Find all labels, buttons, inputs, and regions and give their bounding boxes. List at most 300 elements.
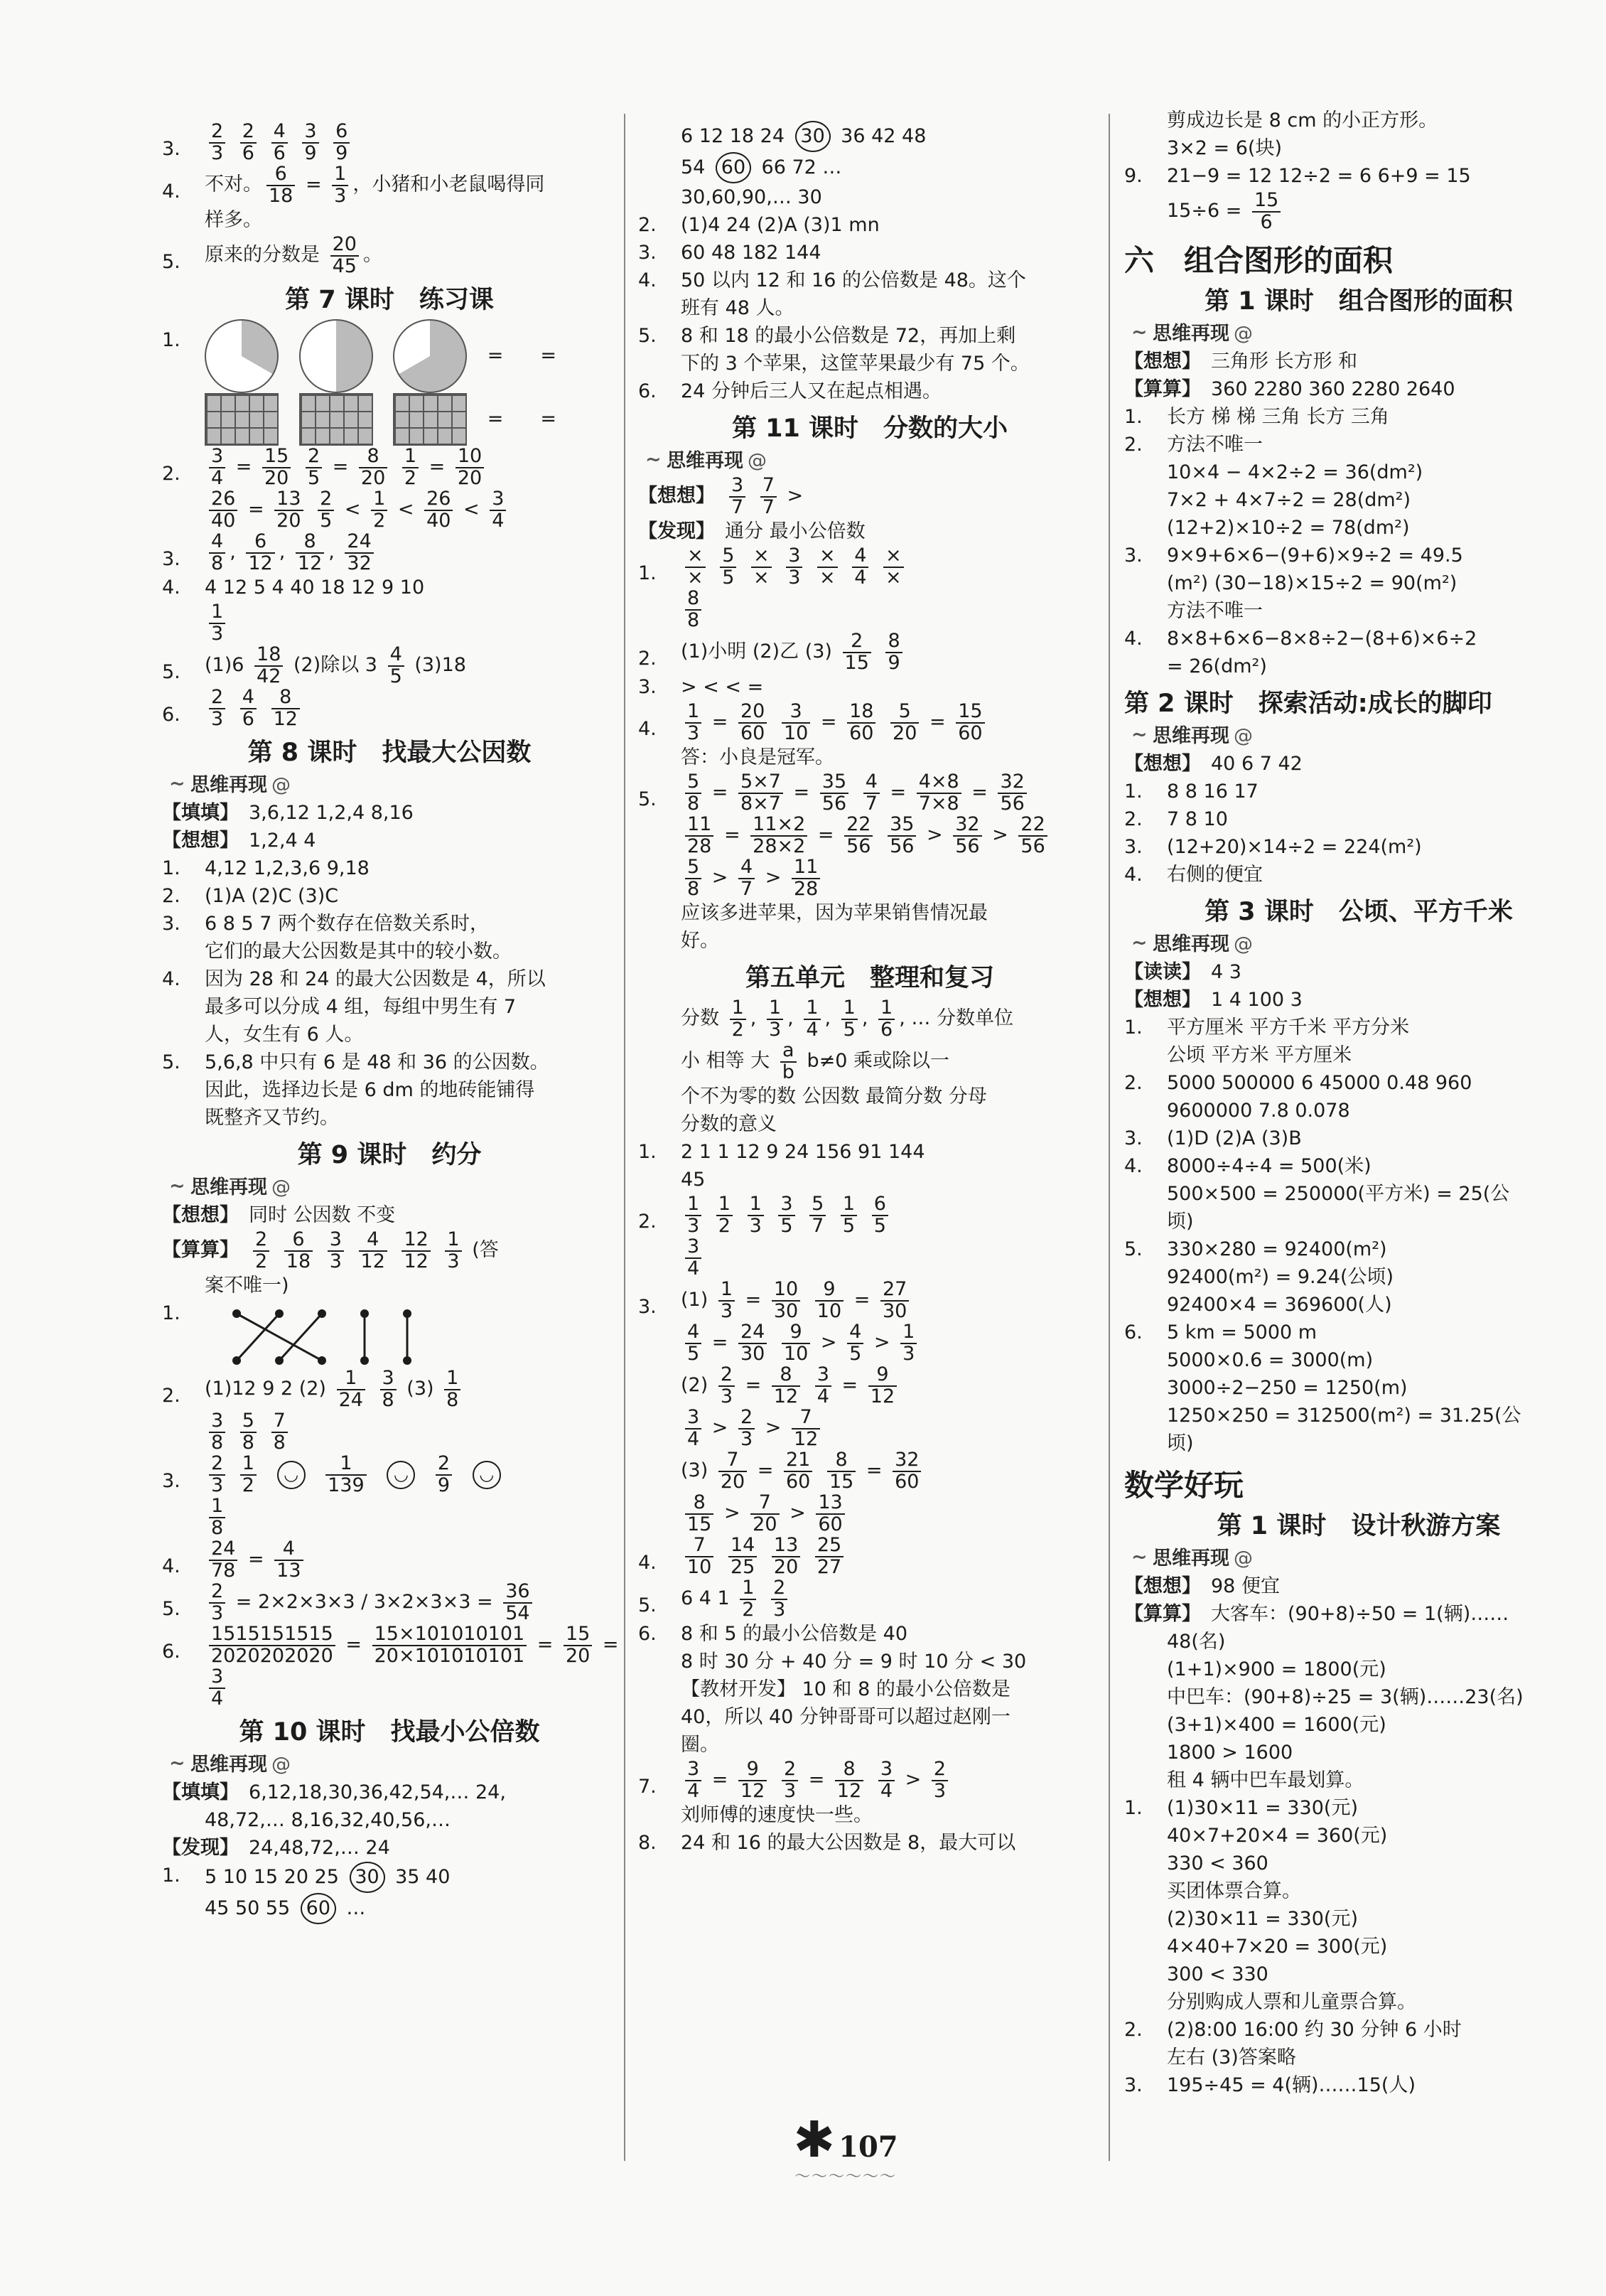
fraction: $\frac{3}{4}$ (209, 1667, 225, 1709)
answer-text: > < < = (681, 676, 764, 698)
answer-text: 三角形 长方形 和 (1211, 350, 1358, 372)
question-number: 6. (162, 1641, 180, 1663)
answer-text: $\frac{2}{3}$ = 2×2×3×3 / 3×2×3×3 = $\frac{36}{54}$ (205, 1591, 537, 1613)
answer-text: 左右 (3)答案略 (1167, 2046, 1296, 2069)
answer-text: 6 12 18 24 30 36 42 48 (681, 125, 926, 147)
answer-text: (3+1)×400 = 1600(元) (1167, 1714, 1386, 1736)
think-header: ~ 思维再现 @ (1124, 931, 1593, 958)
answer-text: 平方厘米 平方千米 平方分米 (1167, 1016, 1410, 1039)
block-lines (638, 997, 1101, 1857)
answer-text: 4 3 (1211, 961, 1241, 983)
unit-title: 第五单元 整理和复习 (745, 964, 994, 992)
lesson-title: 第 1 课时 组合图形的面积 (1204, 287, 1513, 316)
answer-line (638, 1648, 1101, 1675)
answer-line (1124, 1374, 1593, 1402)
answer-tag: 【想想】 (638, 485, 715, 507)
fraction: $\frac{15}{20}$ (564, 1624, 592, 1666)
answer-text: $\frac{26}{40}$ = $\frac{13}{20}$ $\frac{2}{5}$ < $\frac{1}{2}$ < $\frac{26}{40}$ < $\frac{3}{4}$ (205, 498, 510, 520)
answer-line (1124, 750, 1593, 778)
answer-line (638, 1577, 1101, 1620)
answer-text: 刘师傅的速度快一些。 (681, 1804, 873, 1826)
answer-text: (2) $\frac{2}{3}$ = $\frac{8}{12}$ $\frac{3}{4}$ = $\frac{9}{12}$ (681, 1374, 901, 1396)
answer-line (162, 1581, 617, 1624)
answer-text: 8×8+6×6−8×8÷2−(8+6)×6÷2 (1167, 628, 1477, 650)
block-lines (638, 475, 1101, 955)
fraction: $\frac{10}{20}$ (456, 446, 484, 488)
answer-line (1124, 1628, 1593, 1656)
fraction: $\frac{\times}{\times}$ (751, 546, 772, 588)
figure-row: = = (162, 393, 617, 446)
answer-line (162, 1076, 617, 1104)
answer-text: 分别购成人票和儿童票合算。 (1167, 1991, 1416, 2013)
figure-row: 1. = = (162, 319, 617, 393)
answer-line (638, 267, 1101, 294)
fraction: $\frac{27}{30}$ (880, 1280, 909, 1321)
fraction: $\frac{1}{5}$ (841, 1194, 857, 1236)
answer-line (1124, 403, 1593, 431)
fraction: $\frac{26}{40}$ (424, 489, 453, 531)
fraction: $\frac{35}{56}$ (888, 815, 916, 857)
answer-text: $\frac{3}{4}$ > $\frac{2}{3}$ > $\frac{7}{12}$ (681, 1417, 824, 1439)
answer-tag: 【想想】 (1124, 753, 1201, 775)
pie-figure (205, 319, 279, 393)
question-number: 4. (162, 968, 180, 990)
fraction: $\frac{4}{6}$ (271, 122, 288, 163)
lesson-title: 第 1 课时 设计秋游方案 (1217, 1512, 1501, 1540)
chapter-title: 六 组合图形的面积 (1124, 243, 1394, 278)
answer-text: 98 便宜 (1211, 1575, 1280, 1597)
fraction: $\frac{3}{10}$ (782, 702, 810, 744)
answer-column-3 (1124, 107, 1593, 2282)
question-number: 3. (162, 1470, 180, 1492)
question-number: 6. (1124, 1321, 1143, 1343)
answer-text: 分数 $\frac{1}{2}$ , $\frac{1}{3}$ , $\frac{1}{4}$ , $\frac{1}{5}$ , $\frac{1}{6}$ , … 分数单位 (681, 997, 1013, 1041)
fraction: $\frac{15\times 101010101}{20\times 101010101}$ (372, 1624, 527, 1666)
answer-line (638, 814, 1101, 857)
question-number: 3. (638, 242, 657, 264)
answer-line (1124, 1933, 1593, 1960)
answer-text: 中巴车：(90+8)÷25 = 3(辆)……23(名) (1167, 1686, 1524, 1708)
fraction: $\frac{1}{2}$ (240, 1454, 257, 1496)
answer-text: 8 和 18 的最小公倍数是 72，再加上剩 (681, 325, 1016, 347)
grid-figure (205, 393, 279, 446)
answer-line (1124, 597, 1593, 625)
question-number: 3. (162, 913, 180, 935)
answer-line (638, 1829, 1101, 1857)
fraction: $\frac{2}{3}$ (718, 1365, 735, 1407)
fraction: $\frac{4}{7}$ (863, 772, 880, 814)
answer-line (1124, 625, 1593, 653)
answer-text: 不对。 $\frac{6}{18}$ = $\frac{1}{3}$ ，小猪和小老鼠喝得同 (205, 163, 545, 207)
smiley-icon: ◡ (473, 1461, 501, 1489)
answer-line (162, 910, 617, 938)
answer-text: (1)小明 (2)乙 (3) $\frac{2}{15}$ $\frac{8}{9}$ (681, 640, 907, 662)
answer-line (162, 1104, 617, 1132)
answer-line (1124, 458, 1593, 486)
answer-text: (1)4 24 (2)A (3)1 mn (681, 214, 880, 236)
answer-line (638, 1236, 1101, 1279)
answer-text: 样多。 (205, 209, 262, 231)
answer-text (205, 686, 304, 730)
fraction: $\frac{1}{2}$ (402, 446, 419, 488)
fraction: $\frac{4\times 8}{7\times 8}$ (917, 772, 961, 814)
block-lines (1124, 107, 1593, 232)
answer-text: = 26(dm²) (1167, 655, 1267, 677)
fraction: $\frac{4}{5}$ (388, 645, 404, 687)
fraction: $\frac{5}{7}$ (809, 1194, 826, 1236)
fraction: $\frac{5}{20}$ (890, 702, 919, 744)
question-number: 4. (638, 1552, 657, 1574)
question-number: 5. (638, 1594, 657, 1616)
circled-number: 60 (301, 1893, 336, 1924)
answer-text: 1250×250 = 312500(m²) = 31.25(公 (1167, 1405, 1521, 1427)
answer-text: 21−9 = 12 12÷2 = 6 6+9 = 15 (1167, 165, 1471, 187)
fraction: $\frac{1}{2}$ (740, 1578, 756, 1620)
answer-line (162, 531, 617, 574)
answer-line (162, 1453, 617, 1496)
answer-text (205, 1495, 230, 1539)
fraction: $\frac{7}{8}$ (271, 1411, 288, 1453)
lesson-title: 第 8 课时 找最大公因数 (247, 739, 532, 767)
question-number: 4. (638, 269, 657, 291)
answer-text: $\frac{4}{5}$ = $\frac{24}{30}$ $\frac{9}{10}$ > $\frac{4}{5}$ > $\frac{1}{3}$ (681, 1331, 921, 1353)
fraction: $\frac{8}{12}$ (296, 532, 324, 574)
fraction: $\frac{15}{60}$ (956, 702, 984, 744)
think-header: ~ 思维再现 @ (1124, 1545, 1593, 1572)
answer-line (638, 1138, 1101, 1166)
answer-line (162, 163, 617, 206)
answer-line (1124, 542, 1593, 569)
circled-number: 30 (350, 1862, 385, 1893)
page-number: 107 (839, 2130, 898, 2164)
answer-line (638, 121, 1101, 152)
fraction: $\frac{2}{9}$ (436, 1454, 452, 1496)
answer-text: 2 1 1 12 9 24 156 91 144 (681, 1141, 925, 1163)
answer-text: 因为 28 和 24 的最大公因数是 4，所以 (205, 968, 546, 990)
answer-line (1124, 1877, 1593, 1905)
answer-text: 24,48,72,… 24 (249, 1837, 390, 1859)
fraction: $\frac{10}{30}$ (772, 1280, 800, 1321)
answer-text: 因此，选择边长是 6 dm 的地砖能铺得 (205, 1079, 535, 1101)
answer-line (1124, 1656, 1593, 1683)
answer-tag: 【填填】 (162, 1781, 239, 1803)
column-divider (1109, 114, 1110, 2161)
answer-line (162, 1201, 617, 1229)
question-number: 4. (1124, 864, 1143, 886)
answer-text: (1)12 9 2 (2) $\frac{1}{24}$ $\frac{3}{8}$ (3) $\frac{1}{8}$ (205, 1378, 465, 1400)
lesson-title: 第 2 课时 探索活动:成长的脚印 (1124, 690, 1492, 718)
question-number: 5. (162, 251, 180, 273)
fraction: $\frac{\times}{\times}$ (883, 546, 904, 588)
block-lines (638, 121, 1101, 405)
answer-text: 24 和 16 的最大公因数是 8，最大可以 (681, 1832, 1016, 1854)
answer-line (638, 1166, 1101, 1193)
answer-text: 【教材开发】 10 和 8 的最小公倍数是 (681, 1678, 1011, 1700)
think-header: ~ 思维再现 @ (162, 1174, 617, 1201)
answer-text: 顷) (1167, 1211, 1194, 1233)
answer-line (1124, 134, 1593, 162)
snail-icon: @ (1234, 933, 1253, 955)
answer-line (1124, 2071, 1593, 2099)
answer-line (638, 350, 1101, 377)
answer-text: 3×2 = 6(块) (1167, 137, 1283, 159)
answer-line (638, 771, 1101, 814)
answer-line (638, 1321, 1101, 1364)
question-number: 6. (638, 1623, 657, 1645)
fraction: $\frac{1515151515}{2020202020}$ (209, 1624, 335, 1666)
answer-line (1124, 1041, 1593, 1069)
answer-line (1124, 486, 1593, 514)
answer-text: 应该多进苹果，因为苹果销售情况最 (681, 902, 988, 924)
answer-line (638, 1801, 1101, 1829)
fraction: $\frac{2}{3}$ (738, 1407, 755, 1449)
answer-text: 小 相等 大 $\frac{a}{b}$ b≠0 乘或除以一 (681, 1039, 949, 1083)
answer-tag: 【想想】 (1124, 989, 1201, 1011)
fraction: $\frac{1}{24}$ (337, 1368, 365, 1410)
answer-line (162, 446, 617, 488)
fraction: $\frac{5}{8}$ (240, 1411, 257, 1453)
answer-text: 9600000 7.8 0.078 (1167, 1100, 1350, 1122)
answer-column-1 (162, 121, 617, 2296)
answer-line (1124, 375, 1593, 403)
answer-text: 5 10 15 20 25 30 35 40 (205, 1866, 450, 1888)
question-number: 3. (1124, 2074, 1143, 2096)
answer-line (162, 1272, 617, 1299)
answer-text: 4×40+7×20 = 300(元) (1167, 1936, 1388, 1958)
fraction: $\frac{3}{5}$ (778, 1194, 794, 1236)
answer-line (638, 294, 1101, 322)
matching-figure: 1. (162, 1299, 617, 1368)
fraction: $\frac{4}{8}$ (209, 532, 225, 574)
answer-text: 40×7+20×4 = 360(元) (1167, 1825, 1388, 1847)
fraction: $\frac{22}{56}$ (1018, 815, 1047, 857)
answer-line (162, 644, 617, 687)
question-number: 4. (162, 576, 180, 599)
answer-text: $\frac{3}{4}$ = $\frac{9}{12}$ $\frac{2}{3}$ = $\frac{8}{12}$ $\frac{3}{4}$ > $\frac{2}{3}$ (681, 1769, 952, 1791)
answer-line (1124, 1346, 1593, 1374)
answer-line (162, 121, 617, 163)
answer-line (162, 1862, 617, 1893)
answer-line (638, 1364, 1101, 1407)
fraction: $\frac{2}{5}$ (318, 489, 334, 531)
fraction: $\frac{3}{9}$ (302, 122, 318, 163)
lesson-title: 第 7 课时 练习课 (285, 286, 494, 314)
block-lines (162, 446, 617, 729)
answer-line (1124, 1429, 1593, 1457)
fraction: $\frac{14}{25}$ (728, 1535, 757, 1577)
answer-line (162, 1538, 617, 1581)
answer-line (1124, 1850, 1593, 1877)
answer-text (205, 1410, 292, 1454)
fraction: $\frac{2}{3}$ (932, 1759, 948, 1801)
answer-text: (1+1)×900 = 1800(元) (1167, 1658, 1386, 1680)
fraction: $\frac{15}{6}$ (1252, 191, 1281, 232)
answer-text: $\frac{3}{7}$ $\frac{7}{7}$ > (725, 485, 803, 507)
question-number: 4. (1124, 628, 1143, 650)
fraction: $\frac{6}{12}$ (246, 532, 274, 574)
answer-text: 剪成边长是 8 cm 的小正方形。 (1167, 109, 1438, 132)
answer-text: 同时 公因数 不变 (249, 1204, 396, 1226)
answer-text: 4,12 1,2,3,6 9,18 (205, 857, 370, 879)
fraction: $\frac{6}{5}$ (872, 1194, 888, 1236)
answer-text: 方法不唯一 (1167, 434, 1263, 456)
answer-tag: 【算算】 (162, 1239, 239, 1261)
block-lines (162, 1368, 617, 1709)
question-number: 3. (162, 138, 180, 160)
answer-text: 1 4 100 3 (1211, 989, 1303, 1011)
answer-line (1124, 1905, 1593, 1933)
answer-text: (1)30×11 = 330(元) (1167, 1797, 1358, 1819)
answer-line (1124, 833, 1593, 861)
fraction: $\frac{3}{3}$ (328, 1230, 344, 1272)
fraction: $\frac{8}{12}$ (772, 1365, 800, 1407)
answer-line (1124, 2016, 1593, 2044)
fraction: $\frac{8}{15}$ (827, 1450, 856, 1492)
answer-text: 长方 梯 梯 三角 长方 三角 (1167, 406, 1389, 428)
answer-line (638, 1193, 1101, 1236)
answer-text: 4 12 5 4 40 18 12 9 10 (205, 576, 425, 599)
fraction: $\frac{4}{12}$ (359, 1230, 387, 1272)
fraction: $\frac{7}{12}$ (792, 1407, 820, 1449)
answer-text: 50 以内 12 和 16 的公倍数是 48。这个 (681, 269, 1026, 291)
question-number: 4. (162, 181, 180, 203)
snail-icon: @ (1234, 323, 1253, 345)
answer-text (681, 545, 908, 589)
fraction: $\frac{20}{60}$ (738, 702, 767, 744)
snail-icon: @ (1234, 1547, 1253, 1570)
answer-line (1124, 653, 1593, 680)
fraction: $\frac{18}{42}$ (254, 645, 283, 687)
question-number: 2. (638, 214, 657, 236)
answer-text: $\frac{8}{15}$ > $\frac{7}{20}$ > $\frac{13}{60}$ (681, 1502, 849, 1524)
answer-text: 既整齐又节约。 (205, 1107, 339, 1129)
answer-line (638, 1449, 1101, 1492)
question-number: 2. (1124, 434, 1143, 456)
snail-icon: @ (271, 1754, 291, 1776)
fraction: $\frac{1}{8}$ (209, 1496, 225, 1538)
answer-line (162, 938, 617, 965)
answer-text: 5000×0.6 = 3000(m) (1167, 1349, 1374, 1371)
answer-text: $\frac{1515151515}{2020202020}$ = $\frac{15\times 101010101}{20\times 101010101}$ = $\frac{15}{20}$ = (205, 1634, 619, 1656)
answer-text: 分数的意义 (681, 1113, 777, 1135)
answer-line (162, 1229, 617, 1272)
answer-text: 5000 500000 6 45000 0.48 960 (1167, 1072, 1472, 1094)
answer-text: 人，女生有 6 人。 (205, 1024, 364, 1046)
answer-text: 92400(m²) = 9.24(公顷) (1167, 1266, 1394, 1288)
question-number: 2. (638, 1211, 657, 1233)
answer-line (162, 234, 617, 277)
question-number: 1. (162, 857, 180, 879)
fraction: $\frac{6}{18}$ (284, 1230, 313, 1272)
fraction: $\frac{9}{10}$ (815, 1280, 844, 1321)
fraction: $\frac{4}{7}$ (738, 857, 755, 899)
question-number: 4. (162, 1555, 180, 1577)
answer-tag: 【算算】 (1124, 1603, 1201, 1625)
answer-line (162, 601, 617, 644)
answer-tag: 【读读】 (1124, 961, 1201, 983)
answer-tag: 【发现】 (162, 1837, 239, 1859)
answer-line (1124, 1097, 1593, 1125)
answer-text: 45 (681, 1169, 706, 1191)
fraction: $\frac{2}{3}$ (209, 122, 225, 163)
answer-line (638, 377, 1101, 405)
answer-line (1124, 1152, 1593, 1180)
answer-line (638, 1675, 1101, 1703)
answer-line (162, 687, 617, 729)
question-number: 6. (162, 704, 180, 726)
answer-line (162, 488, 617, 531)
answer-tag: 【想想】 (162, 830, 239, 852)
fraction: $\frac{2}{15}$ (843, 631, 871, 673)
answer-line (1124, 1683, 1593, 1711)
block-lines (1124, 348, 1593, 680)
answer-text: (12+2)×10÷2 = 78(dm²) (1167, 517, 1410, 539)
answer-text: 个不为零的数 公因数 最简分数 分母 (681, 1085, 987, 1107)
answer-tag: 【填填】 (162, 802, 239, 824)
think-header: ~ 思维再现 @ (1124, 723, 1593, 750)
answer-line (162, 206, 617, 234)
block-lines (1124, 1572, 1593, 2099)
answer-line (638, 673, 1101, 701)
fraction: $\frac{7}{20}$ (750, 1493, 779, 1535)
page-number-footer (775, 2110, 917, 2187)
fraction: $\frac{15}{20}$ (262, 446, 291, 488)
answer-line (162, 574, 617, 601)
fraction: $\frac{7}{7}$ (760, 476, 777, 517)
fraction: $\frac{35}{56}$ (820, 772, 848, 814)
fraction: $\frac{24}{32}$ (345, 532, 373, 574)
answer-text: (2)8:00 16:00 约 30 分钟 6 小时 (1167, 2019, 1462, 2041)
answer-text: 360 2280 360 2280 2640 (1211, 378, 1455, 400)
fraction: $\frac{13}{20}$ (274, 489, 303, 531)
fraction: $\frac{2}{3}$ (771, 1578, 787, 1620)
pie-figure (393, 319, 467, 393)
fraction: $\frac{3}{7}$ (729, 476, 745, 517)
question-number: 2. (162, 463, 180, 485)
lesson-title: 第 9 课时 约分 (297, 1141, 482, 1169)
question-number: 1. (162, 1865, 180, 1887)
answer-line (638, 239, 1101, 267)
fraction: $\frac{32}{60}$ (893, 1450, 921, 1492)
lesson-title: 第 11 课时 分数的大小 (731, 414, 1008, 443)
fraction: $\frac{3}{4}$ (815, 1365, 831, 1407)
fraction: $\frac{6}{18}$ (266, 164, 295, 206)
answer-line (1124, 1600, 1593, 1628)
answer-text: $\frac{24}{78}$ = $\frac{4}{13}$ (205, 1548, 308, 1570)
fraction: $\frac{20}{45}$ (330, 235, 359, 277)
answer-line (638, 1620, 1101, 1648)
block-lines (162, 1779, 617, 1924)
answer-line (1124, 107, 1593, 134)
smiley-icon: ◡ (277, 1461, 306, 1489)
pie-figure (299, 319, 373, 393)
chapter-title: 数学好玩 (1124, 1468, 1244, 1503)
fraction: $\frac{7}{20}$ (718, 1450, 747, 1492)
fraction: $\frac{6}{9}$ (333, 122, 350, 163)
fraction: $\frac{a}{b}$ (780, 1041, 797, 1083)
answer-line (1124, 1319, 1593, 1346)
answer-text (681, 1534, 848, 1578)
question-number: 3. (638, 676, 657, 698)
question-number: 3. (162, 548, 180, 570)
fraction: $\frac{11}{28}$ (685, 815, 713, 857)
answer-text: 92400×4 = 369600(人) (1167, 1294, 1392, 1316)
snail-icon: @ (271, 774, 291, 796)
question-number: 3. (638, 1296, 657, 1318)
question-number: 1. (1124, 406, 1143, 428)
answer-text: 圈。 (681, 1734, 719, 1756)
answer-text: $\frac{5}{8}$ > $\frac{4}{7}$ > $\frac{11}{28}$ (681, 867, 824, 889)
